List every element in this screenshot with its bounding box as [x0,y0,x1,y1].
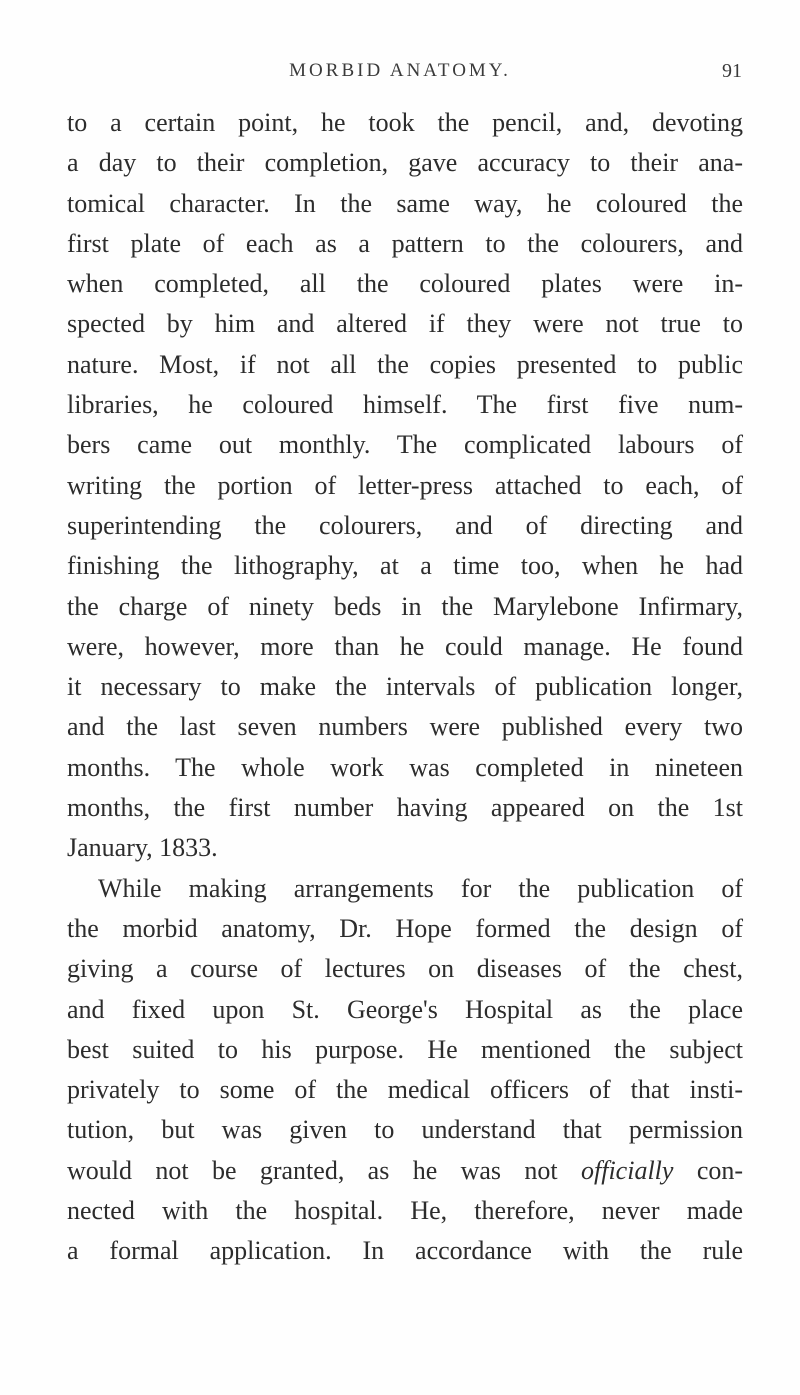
text-line: first plate of each as a pattern to the colourers, and [67,228,743,258]
text-line: finishing the lithography, at a time too, when he had [67,551,743,581]
body-text [67,103,743,1272]
text-line: and the last seven numbers were published every two [67,712,743,742]
text-line: a formal application. In accordance with the rule [67,1236,743,1266]
text-line: writing the portion of letter-press attached to each, of [67,470,743,500]
running-head [0,60,800,90]
text-line: a day to their completion, gave accuracy to their ana- [67,148,743,178]
text-line: when completed, all the coloured plates were in- [67,269,743,299]
text-line: to a certain point, he took the pencil, and, devoting [67,108,743,137]
text-line [67,1151,743,1191]
text-line: giving a course of lectures on diseases of the chest, [67,954,743,984]
text-line: superintending the colourers, and of directing and [67,510,743,540]
text-line: months. The whole work was completed in nineteen [67,752,743,782]
text-line: tution, but was given to understand that permission [67,1115,743,1145]
running-title: MORBID ANATOMY. [289,60,511,81]
text-line: were, however, more than he could manage. He found [67,631,743,661]
paragraph-end-line: January, 1833. [67,833,218,863]
text-line: and fixed upon St. George's Hospital as the place [67,994,743,1024]
text-line: nected with the hospital. He, therefore, never made [67,1196,743,1226]
text-segment: con- [696,1155,744,1185]
text-line: it necessary to make the intervals of publication longer, [67,672,743,702]
text-line: tomical character. In the same way, he coloured the [67,188,743,218]
text-segment: would not be granted, as he was not [67,1155,558,1185]
paragraph-start-line: While making arrangements for the publication of [98,873,743,903]
text-line: months, the first number having appeared on the 1st [67,793,743,823]
text-line: libraries, he coloured himself. The first five num- [67,390,743,420]
text-line: spected by him and altered if they were not true to [67,309,743,339]
text-line: nature. Most, if not all the copies presented to public [67,349,743,379]
text-line: bers came out monthly. The complicated labours of [67,430,743,460]
text-line: the morbid anatomy, Dr. Hope formed the design of [67,913,743,943]
page-number: 91 [722,60,742,82]
text-line: the charge of ninety beds in the Marylebone Infirmary, [67,591,743,621]
text-line: privately to some of the medical officers of that insti- [67,1075,743,1105]
italic-word: officially [581,1155,674,1185]
text-line: best suited to his purpose. He mentioned the subject [67,1034,743,1064]
